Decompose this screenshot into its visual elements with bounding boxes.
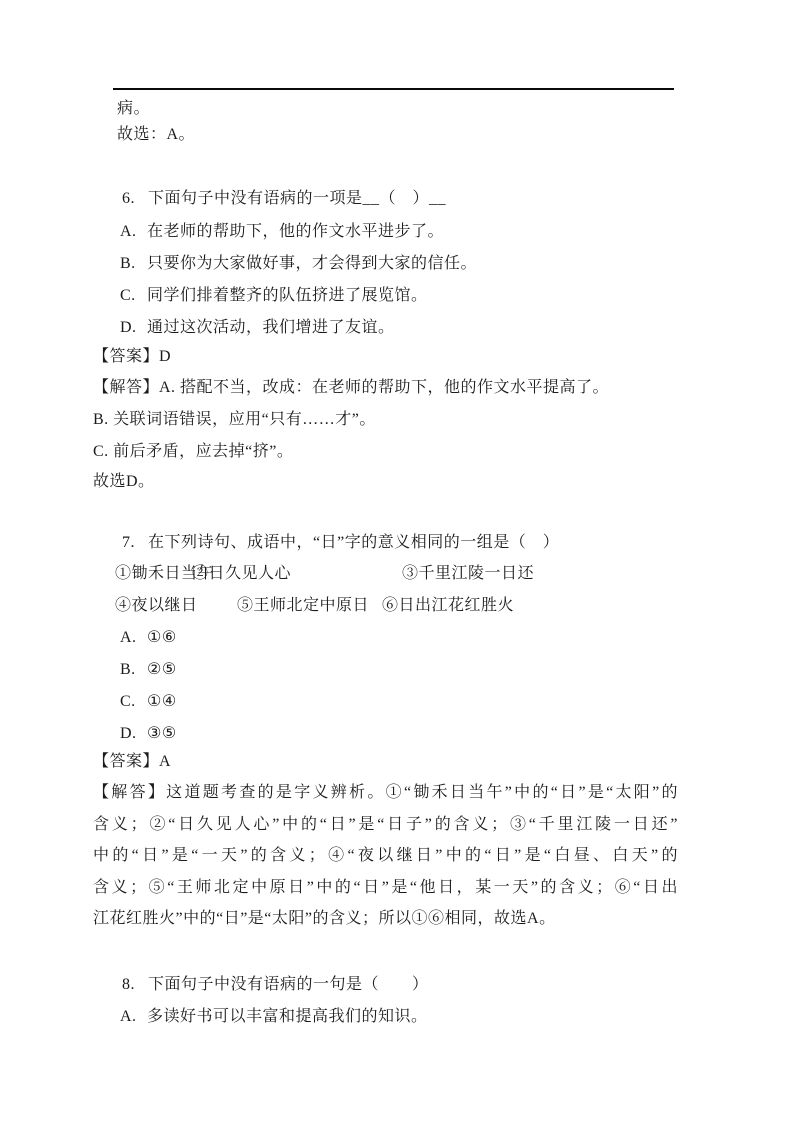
q7-idiom-row-1 — [115, 564, 678, 583]
q7-explanation-line-2: 含义；②“日久见人心”中的“日”是“日子”的含义；③“千里江陵一日还” — [93, 816, 678, 833]
q7-option-b — [120, 660, 177, 679]
question-7-stem: 在下列诗句、成语中，“日”字的意义相同的一组是（ ） — [148, 534, 560, 551]
question-6-stem-row — [122, 189, 446, 208]
question-7-stem-row — [122, 533, 559, 552]
option-text: ①④ — [147, 693, 177, 710]
idiom-item-4: ④夜以继日 — [115, 597, 198, 614]
option-label: B. — [120, 255, 136, 272]
q6-option-d — [120, 318, 395, 337]
question-6-number: 6. — [122, 190, 135, 207]
option-text: ③⑤ — [147, 725, 177, 742]
q6-option-b — [120, 254, 477, 273]
idiom-item-5: ⑤王师北定中原日 — [237, 597, 370, 614]
question-7-number: 7. — [122, 534, 135, 551]
option-label: D. — [120, 319, 137, 336]
option-text: 只要你为大家做好事，才会得到大家的信任。 — [147, 255, 478, 272]
q7-option-d — [120, 724, 177, 743]
q8-option-a — [120, 1007, 428, 1026]
idiom-item-3: ③千里江陵一日还 — [402, 565, 535, 582]
answer-bracket-label: 【答案】 — [93, 348, 160, 365]
q6-explanation-line-2: B. 关联词语错误，应用“只有……才”。 — [93, 411, 376, 428]
question-8-number: 8. — [122, 976, 135, 993]
option-text: 在老师的帮助下，他的作文水平进步了。 — [147, 223, 445, 240]
option-label: A. — [120, 1008, 137, 1025]
q7-idiom-row-2 — [115, 596, 678, 615]
q6-explanation-line-3: C. 前后矛盾，应去掉“挤”。 — [93, 443, 294, 460]
q7-explanation-line-5: 江花红胜火”中的“日”是“太阳”的含义；所以①⑥相同，故选A。 — [93, 910, 556, 927]
option-text: 同学们排着整齐的队伍挤进了展览馆。 — [147, 287, 428, 304]
q7-explanation-line-3: 中的“日”是“一天”的含义；④“夜以继日”中的“日”是“白昼、白天”的 — [93, 847, 678, 864]
q6-option-c — [120, 286, 428, 305]
q6-explanation-line-4: 故选D。 — [93, 473, 155, 490]
option-text: 通过这次活动，我们增进了友谊。 — [147, 319, 395, 336]
q6-explanation-line-1: 【解答】A. 搭配不当，改成：在老师的帮助下，他的作文水平提高了。 — [93, 379, 610, 396]
separator-line — [113, 88, 674, 90]
q6-answer-line — [93, 347, 171, 366]
q7-option-a — [120, 628, 177, 647]
answer-value: A — [159, 753, 172, 770]
overflow-line-2: 故选：A。 — [117, 126, 196, 143]
idiom-item-1: ①锄禾日当午 — [115, 565, 215, 582]
answer-bracket-label: 【答案】 — [93, 753, 160, 770]
option-label: A. — [120, 629, 137, 646]
answer-value: D — [159, 348, 172, 365]
idiom-item-2: ②日久见人心 — [192, 565, 292, 582]
option-text: 多读好书可以丰富和提高我们的知识。 — [147, 1008, 428, 1025]
option-label: C. — [120, 287, 136, 304]
q7-explanation-line-1: 【解答】这道题考查的是字义辨析。①“锄禾日当午”中的“日”是“太阳”的 — [93, 784, 678, 801]
question-6-stem: 下面句子中没有语病的一项是__（ ）__ — [148, 190, 447, 207]
q6-option-a — [120, 222, 444, 241]
option-label: D. — [120, 725, 137, 742]
option-label: B. — [120, 661, 136, 678]
option-text: ①⑥ — [147, 629, 177, 646]
question-8-stem: 下面句子中没有语病的一句是（ ） — [148, 976, 429, 993]
option-label: C. — [120, 693, 136, 710]
question-8-stem-row — [122, 975, 429, 994]
overflow-line-1: 病。 — [117, 100, 151, 117]
q7-answer-line — [93, 752, 171, 771]
q7-explanation-line-4: 含义；⑤“王师北定中原日”中的“日”是“他日，某一天”的含义；⑥“日出 — [93, 879, 678, 896]
option-label: A. — [120, 223, 137, 240]
option-text: ②⑤ — [147, 661, 177, 678]
q7-option-c — [120, 692, 177, 711]
idiom-item-6: ⑥日出江花红胜火 — [382, 597, 515, 614]
